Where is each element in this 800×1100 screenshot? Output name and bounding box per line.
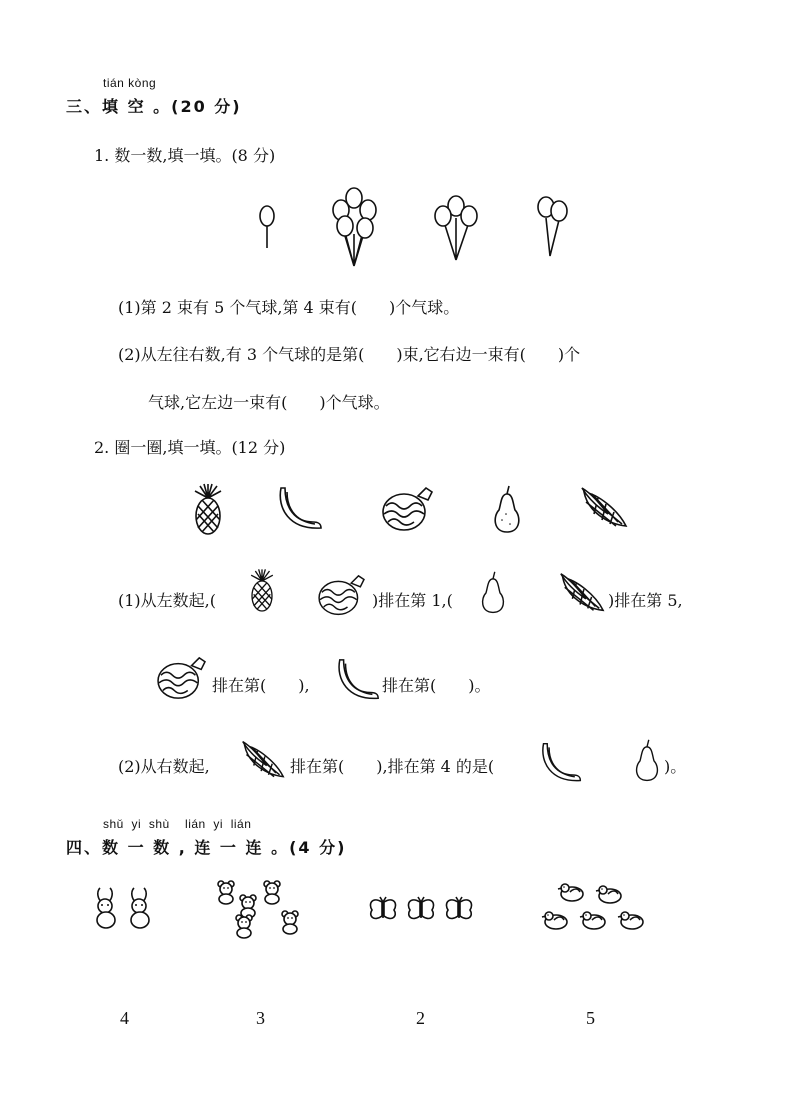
number-label: 3 [256, 1008, 265, 1028]
banana-icon [275, 484, 325, 534]
watermelon-icon [155, 656, 209, 702]
rabbit-group-icon [92, 884, 164, 932]
pineapple-icon [247, 568, 277, 614]
q2-line3-end: )。 [664, 757, 687, 776]
section4-title: 四、数 一 数 , 连 一 连 。(4 分) [66, 838, 347, 857]
section3-pinyin: tián kòng [103, 76, 157, 90]
q1-title: 1. 数一数,填一填。(8 分) [94, 146, 276, 165]
bear-group-icon [214, 880, 306, 938]
q2-line3-mid: 排在第( ),排在第 4 的是( [290, 757, 495, 776]
number-label: 5 [586, 1008, 595, 1028]
q1-line3: 气球,它左边一束有( )个气球。 [148, 393, 390, 412]
q2-line1-prefix: (1)从左数起,( [118, 591, 216, 610]
corn-icon [556, 570, 608, 618]
corn-icon [238, 738, 288, 784]
number-label: 4 [120, 1008, 129, 1028]
q2-line2-a: 排在第( ), [212, 676, 310, 695]
number-label: 2 [416, 1008, 425, 1028]
corn-icon [578, 484, 630, 534]
bird-group-icon [536, 880, 648, 938]
pineapple-icon [190, 484, 226, 536]
watermelon-icon [316, 574, 368, 618]
q1-line1: (1)第 2 束有 5 个气球,第 4 束有( )个气球。 [118, 298, 460, 317]
balloon-bunch-4 [532, 194, 572, 262]
balloon-bunch-1 [254, 200, 284, 258]
q2-line2-b: 排在第( )。 [382, 676, 491, 695]
balloon-bunch-2 [330, 186, 382, 270]
section4-pinyin: shǔ yi shù lián yi lián [103, 817, 252, 831]
q2-title: 2. 圈一圈,填一填。(12 分) [94, 438, 286, 457]
q2-line1-mid: )排在第 1,( [372, 591, 453, 610]
balloon-bunch-3 [432, 194, 482, 264]
pear-icon [490, 484, 524, 536]
butterfly-group-icon [366, 894, 476, 924]
q1-line2: (2)从左往右数,有 3 个气球的是第( )束,它右边一束有( )个 [118, 345, 581, 364]
q2-line3-prefix: (2)从右数起, [118, 757, 210, 776]
pear-icon [478, 570, 508, 616]
banana-icon [334, 656, 382, 704]
banana-icon [538, 740, 584, 786]
q2-line1-end: )排在第 5, [608, 591, 683, 610]
watermelon-icon [380, 486, 436, 534]
pear-icon [632, 738, 662, 784]
section3-title: 三、填 空 。(20 分) [66, 97, 242, 116]
